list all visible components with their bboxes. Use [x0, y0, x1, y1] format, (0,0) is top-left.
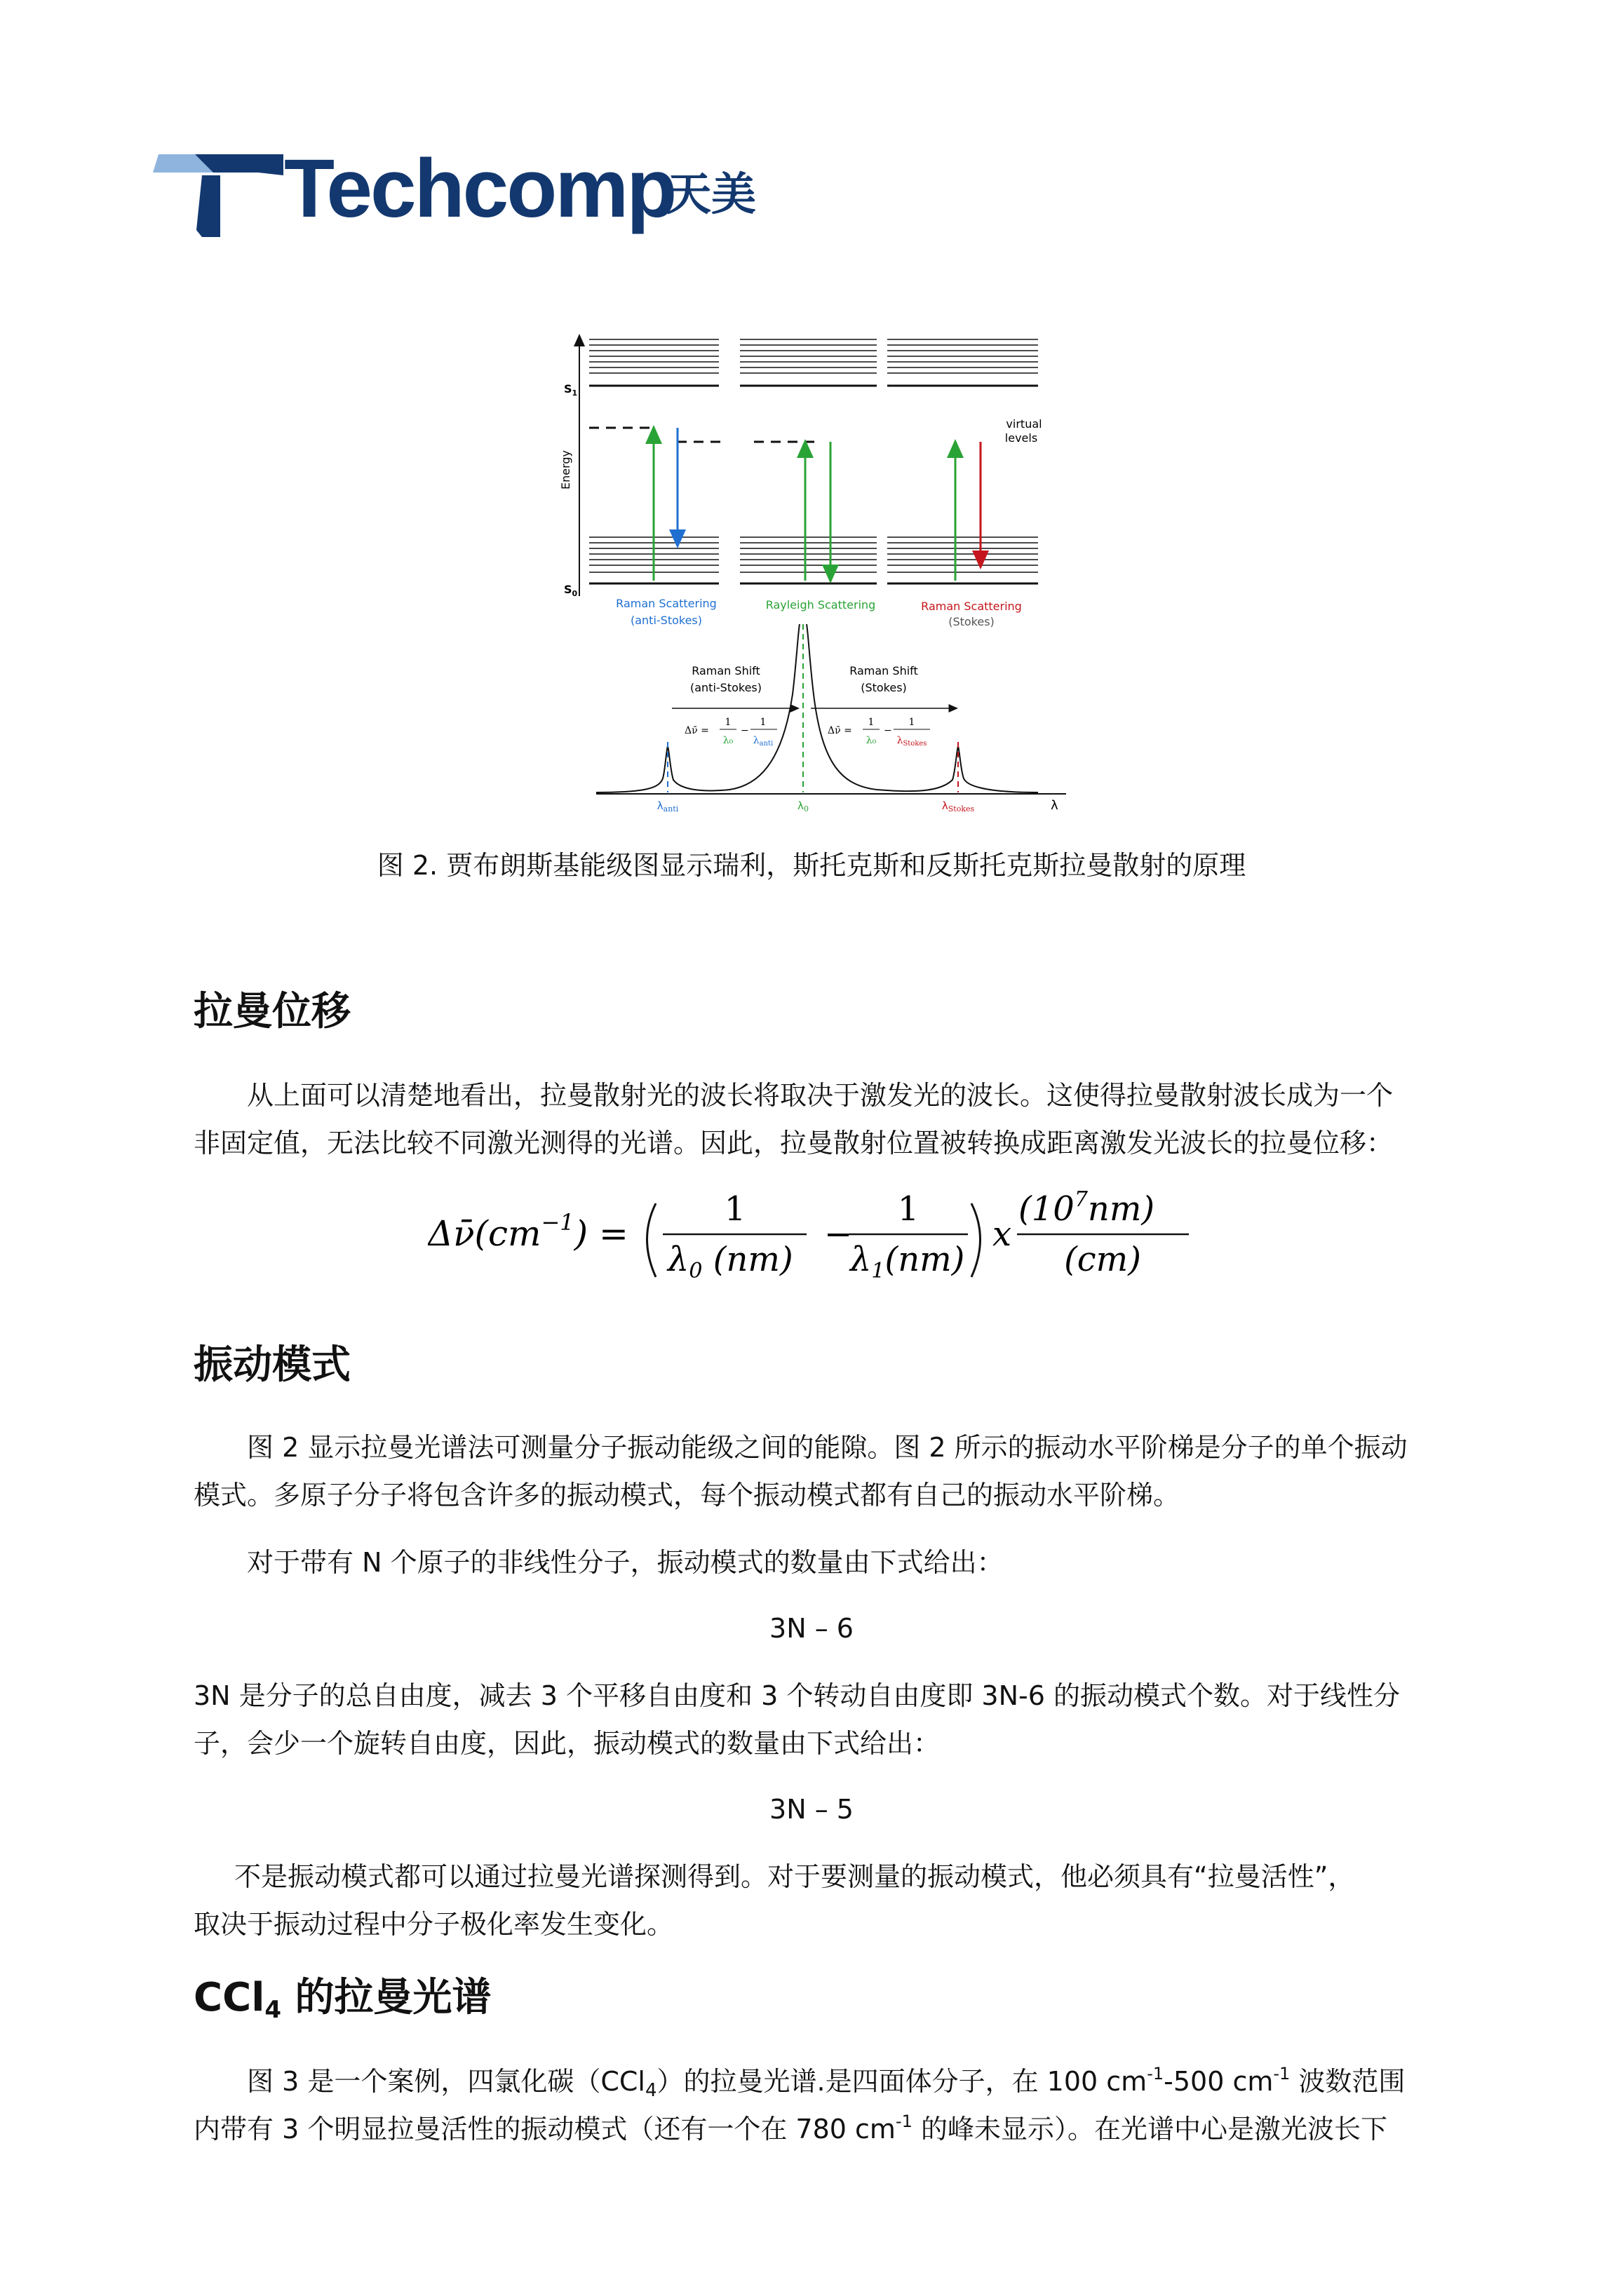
section2-paragraph4-line2: 取决于振动过程中分子极化率发生变化。 — [194, 1909, 674, 1940]
section2-paragraph3-line1: 3N 是分子的总自由度，减去 3 个平移自由度和 3 个转动自由度即 3N-6 的振动模式个数。对于线性分 — [194, 1680, 1401, 1711]
lambda-zero-label: $\lambda_0$ — [797, 799, 809, 813]
equation-den-1: $\lambda_0$ (nm) — [668, 1240, 793, 1283]
s1-label: $S_1$ — [564, 382, 578, 398]
equation-den-3: (cm) — [1064, 1240, 1141, 1279]
section2-paragraph3 — [194, 1672, 1435, 1767]
svg-text:−: − — [824, 1215, 853, 1254]
section2-paragraph3-line2: 子，会少一个旋转自由度，因此，振动模式的数量由下式给出： — [194, 1728, 941, 1759]
shift-stokes-formula — [828, 717, 930, 748]
anti-stokes-label-2: (anti-Stokes) — [630, 614, 703, 627]
section3-body — [194, 2058, 1435, 2153]
energy-levels — [589, 339, 1038, 583]
raman-shift-equation — [428, 1175, 1199, 1288]
brand-logo-cn: 天美 — [666, 169, 756, 221]
shift-anti-label-1: Raman Shift — [692, 664, 760, 677]
virtual-levels — [589, 428, 817, 442]
equation-lhs: $\Delta\nū(cm^{-1})$ = — [428, 1209, 628, 1254]
anti-stokes-label-1: Raman Scattering — [616, 597, 717, 610]
equation-num-3: $(10^7nm)$ — [1018, 1187, 1155, 1229]
brand-logo-text: Techcomp — [284, 142, 675, 235]
formula-linear: 3N – 5 — [769, 1794, 854, 1825]
svg-text:−: − — [884, 725, 892, 736]
section1-body — [194, 1072, 1435, 1167]
svg-text:Δν̄ =: Δν̄ = — [828, 725, 852, 736]
shift-anti-formula — [685, 717, 777, 748]
svg-text:λ₀: λ₀ — [866, 735, 877, 746]
rayleigh-label: Rayleigh Scattering — [765, 598, 876, 612]
section3-paragraph-line1: 图 3 是一个案例，四氯化碳（CCl$_4$）的拉曼光谱.是四面体分子，在 100 $cm^{-1}-500$ $cm^{-1}$ 波数范围 — [247, 2064, 1406, 2101]
section2-paragraph2-wrap — [194, 1539, 1435, 1586]
section-title-raman-shift: 拉曼位移 — [194, 989, 351, 1034]
svg-text:Δν̄ =: Δν̄ = — [685, 725, 709, 736]
section2-paragraph1-line1: 图 2 显示拉曼光谱法可测量分子振动能级之间的能隙。图 2 所示的振动水平阶梯是分子的单个振动 — [247, 1432, 1408, 1463]
lambda-axis-label: λ — [1051, 798, 1058, 813]
section2-paragraph4 — [194, 1853, 1435, 1948]
svg-text:1: 1 — [760, 717, 767, 728]
virtual-levels-label-1: virtual — [1006, 417, 1042, 431]
section2-paragraph2: 对于带有 N 个原子的非线性分子，振动模式的数量由下式给出： — [247, 1547, 1004, 1578]
section2-body — [194, 1424, 1435, 1519]
lambda-stokes-label: $\lambda_{Stokes}$ — [941, 799, 975, 813]
section1-paragraph-line2: 非固定值，无法比较不同激光测得的光谱。因此，拉曼散射位置被转换成距离激发光波长的拉曼位移： — [194, 1128, 1394, 1159]
svg-text:λanti: $\lambda_{anti}$ — [753, 735, 774, 748]
stokes-label-1: Raman Scattering — [921, 600, 1022, 613]
s0-label: $S_0$ — [564, 583, 578, 598]
figure-caption: 图 2. 贾布朗斯基能级图显示瑞利，斯托克斯和反斯托克斯拉曼散射的原理 — [377, 850, 1246, 881]
svg-text:λStokes: $\lambda_{Stokes}$ — [896, 735, 927, 748]
section-title-ccl4: CCl$_4$ 的拉曼光谱 — [194, 1975, 492, 2024]
stokes-label-2: (Stokes) — [948, 615, 995, 628]
shift-stokes-label-1: Raman Shift — [849, 664, 918, 677]
equation-num-1: 1 — [724, 1189, 746, 1229]
virtual-levels-label-2: levels — [1004, 431, 1038, 445]
equation-den-2: $\lambda_1(nm)$ — [850, 1240, 965, 1283]
section-title-vibration-modes: 振动模式 — [194, 1342, 351, 1388]
section2-paragraph1-line2: 模式。多原子分子将包含许多的振动模式，每个振动模式都有自己的振动水平阶梯。 — [194, 1480, 1180, 1511]
equation-x: x — [992, 1215, 1012, 1254]
lambda-anti-label: $\lambda_{anti}$ — [656, 799, 679, 813]
svg-text:1: 1 — [868, 717, 875, 728]
section3-paragraph-line2: 内带有 3 个明显拉曼活性的振动模式（还有一个在 780 $cm^{-1}$ 的峰未显示）。在光谱中心是激光波长下 — [194, 2112, 1387, 2145]
formula-nonlinear: 3N – 6 — [769, 1613, 854, 1644]
shift-stokes-label-2: (Stokes) — [861, 681, 907, 694]
svg-text:1: 1 — [725, 717, 732, 728]
section1-paragraph-line1: 从上面可以清楚地看出，拉曼散射光的波长将取决于激发光的波长。这使得拉曼散射波长成为一个 — [247, 1080, 1394, 1111]
logo-mark — [153, 147, 286, 238]
svg-text:1: 1 — [908, 717, 915, 728]
svg-text:−: − — [741, 725, 749, 736]
jablonski-figure — [547, 330, 1080, 821]
shift-anti-label-2: (anti-Stokes) — [689, 681, 762, 694]
energy-axis-label: Energy — [559, 450, 572, 490]
equation-num-2: 1 — [897, 1189, 920, 1229]
svg-text:λ₀: λ₀ — [722, 735, 734, 746]
section2-paragraph4-line1: 不是振动模式都可以通过拉曼光谱探测得到。对于要测量的振动模式，他必须具有“拉曼活性”， — [234, 1861, 1355, 1892]
